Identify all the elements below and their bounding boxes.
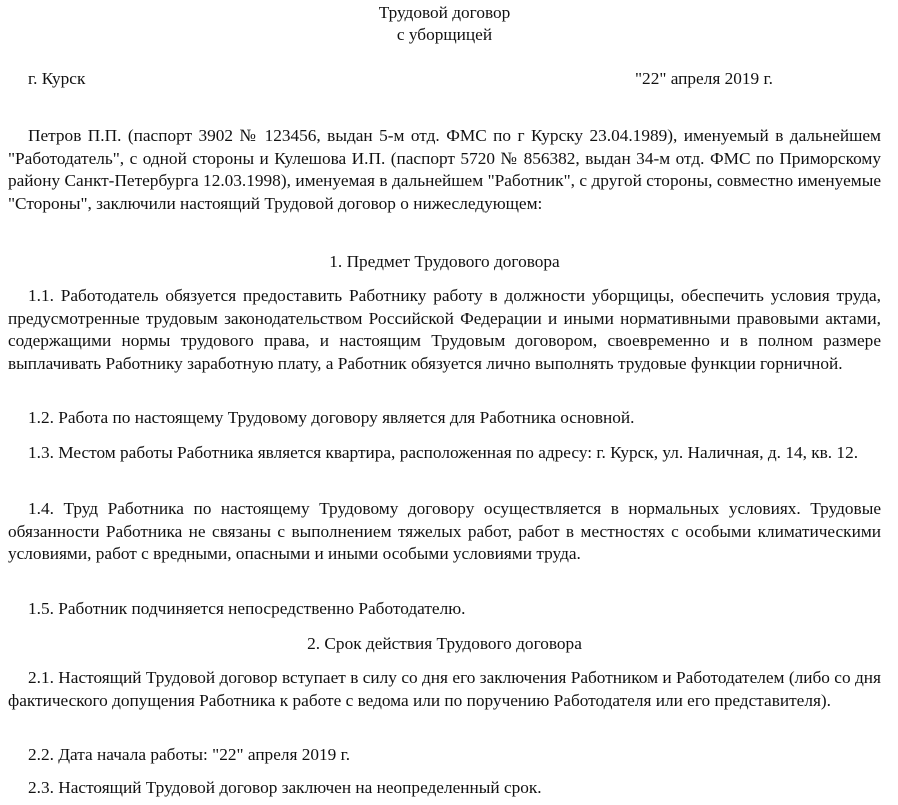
section-1-heading: 1. Предмет Трудового договора: [329, 252, 560, 271]
clause-2-1: 2.1. Настоящий Трудовой договор вступает в силу со дня его заключения Работником и Работодателем (либо со дня фактического допущения Работника к работе с ведома или по поручению Работодателя или его представителя).: [8, 668, 881, 710]
clause-1-1: 1.1. Работодатель обязуется предоставить Работнику работу в должности уборщицы, обеспечить условия труда, предусмотренные трудовым законодательством Российской Федерации и иными нормативными правовыми актами, содержащими нормы трудового права, и настоящим Трудовым договором, своевременно и в полном размере выплачивать Работнику заработную плату, а Работник обязуется лично выполнять трудовые функции горничной.: [8, 286, 881, 373]
section-2-heading: 2. Срок действия Трудового договора: [307, 634, 582, 653]
clause-2-2: 2.2. Дата начала работы: "22" апреля 2019 г.: [28, 745, 351, 764]
clause-1-3: 1.3. Местом работы Работника является квартира, расположенная по адресу: г. Курск, ул. Наличная, д. 14, кв. 12.: [28, 443, 859, 462]
clause-1-2: 1.2. Работа по настоящему Трудовому договору является для Работника основной.: [28, 408, 635, 427]
document-subtitle: с уборщицей: [396, 25, 493, 44]
clause-1-5: 1.5. Работник подчиняется непосредственно Работодателю.: [28, 599, 466, 618]
clause-1-4: 1.4. Труд Работника по настоящему Трудовому договору осуществляется в нормальных условиях. Трудовые обязанности Работника не связаны с выполнением тяжелых работ, работ в местностях с особыми климатическими условиями, работ с вредными, опасными и иными особыми условиями труда.: [8, 499, 881, 564]
clause-2-3: 2.3. Настоящий Трудовой договор заключен на неопределенный срок.: [28, 778, 542, 797]
city: г. Курск: [28, 69, 86, 88]
contract-date: "22" апреля 2019 г.: [635, 69, 773, 88]
document-title: Трудовой договор: [378, 3, 511, 22]
preamble-paragraph: Петров П.П. (паспорт 3902 № 123456, выдан 5-м отд. ФМС по г Курску 23.04.1989), именуемый в дальнейшем "Работодатель", с одной стороны и Кулешова И.П. (паспорт 5720 № 856382, выдан 34-м отд. ФМС по Приморскому району Санкт-Петербурга 12.03.1998), именуемая в дальнейшем "Работник", с другой стороны, совместно именуемые "Стороны", заключили настоящий Трудовой договор о нижеследующем:: [8, 126, 881, 213]
place-date-line: [8, 68, 881, 92]
